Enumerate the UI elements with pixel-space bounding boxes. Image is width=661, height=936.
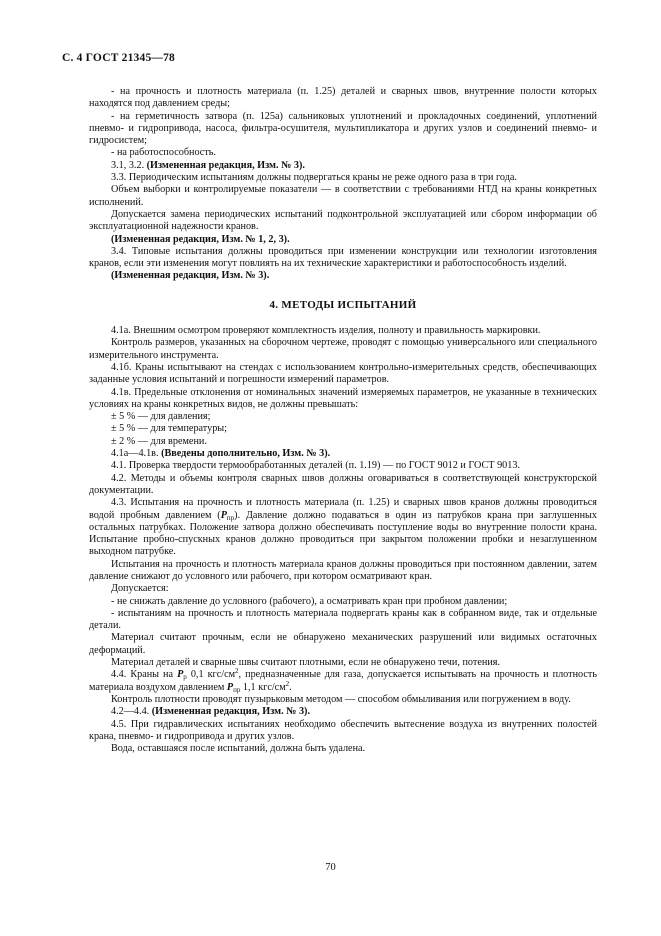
text-run: , предназначенные для газа, допускается испытывать на прочность и плотность материала воздухом давлением <box>89 669 597 693</box>
paragraph: Испытания на прочность и плотность материала кранов должны проводиться при постоянном давлении, затем давление снижают до условного или рабочего, при котором осматривают кран. <box>89 558 597 582</box>
paragraph: Допускается замена периодических испытаний подконтрольной эксплуатацией или сбором информации об эксплуатационной надежности кранов. <box>89 208 597 233</box>
text-run: 4.4. Краны на <box>111 669 178 681</box>
paragraph <box>89 160 597 172</box>
paragraph <box>89 497 597 558</box>
amendment-note: (Измененная редакция, Изм. № 3). <box>146 159 305 171</box>
paragraph: 3.4. Типовые испытания должны проводиться при изменении конструкции или технологии изготовления кранов, если эти изменения могут повлиять на их технические характеристики и работоспособность изделий. <box>89 245 597 270</box>
symbol-p: P <box>226 681 234 693</box>
paragraph: Объем выборки и контролируемые показатели — в соответствии с требованиями НТД на краны конкретных исполнений. <box>89 184 597 208</box>
paragraph: Контроль плотности проводят пузырьковым методом — способом обмыливания или погружением в воду. <box>111 693 571 705</box>
list-item: ± 5 % — для давления; <box>111 411 211 423</box>
subscript: р <box>183 673 187 682</box>
paragraph: 4.1а. Внешним осмотром проверяют комплектность изделия, полноту и правильность маркировки. <box>111 325 541 337</box>
amendment-note: (Измененная редакция, Изм. № 1, 2, 3). <box>111 233 290 245</box>
superscript: 2 <box>235 667 239 676</box>
clause-ref: 3.1, 3.2. <box>111 159 145 171</box>
paragraph: - испытаниям на прочность и плотность материала подвергать краны как в собранном виде, так и отдельные детали. <box>89 607 597 632</box>
text-run: ). Давление должно подаваться в один из патрубков крана при заглушенных остальных патрубках. Положение затвора должно обеспечивать поступление воды во внутренние полости крана. Испытание пробно-спускных кранов должно проводиться при закрытом положении пробки и незаглушенном выходном патрубке. <box>89 509 597 558</box>
list-item: ± 5 % — для температуры; <box>111 423 227 435</box>
subscript: пр <box>233 685 241 694</box>
amendment-note: (Измененная редакция, Изм. № 3). <box>151 706 310 718</box>
paragraph: - на работоспособность. <box>111 147 216 159</box>
paragraph <box>89 448 597 460</box>
paragraph <box>89 669 597 694</box>
list-item: ± 2 % — для времени. <box>111 435 207 447</box>
paragraph: Допускается: <box>111 583 169 595</box>
symbol-p: P <box>220 509 227 521</box>
page-header: С. 4 ГОСТ 21345—78 <box>62 52 175 64</box>
paragraph: - на герметичность затвора (п. 125а) сальниковых уплотнений и прокладочных соединений, уплотнений пневмо- и гидропривода, насоса, фильтра-осушителя, мультипликатора и других узлов и соединений пневмо- и гидросистем; <box>89 110 597 147</box>
paragraph: Материал считают прочным, если не обнаружено механических разрушений или видимых остаточных деформаций. <box>89 632 597 656</box>
paragraph: 4.1. Проверка твердости термообработанных деталей (п. 1.19) — по ГОСТ 9012 и ГОСТ 9013. <box>111 460 521 472</box>
page-number: 70 <box>325 862 336 873</box>
paragraph: - не снижать давление до условного (рабочего), а осматривать кран при пробном давлении; <box>111 595 508 607</box>
paragraph: Материал деталей и сварные швы считают плотными, если не обнаружено течи, потения. <box>111 657 500 669</box>
paragraph: 4.5. При гидравлических испытаниях необходимо обеспечить вытеснение воздуха из внутренних полостей крана, пневмо- и гидропривода и других узлов. <box>89 718 597 742</box>
superscript: 2 <box>285 679 290 688</box>
symbol-p: P <box>177 669 184 681</box>
paragraph: - на прочность и плотность материала (п. 1.25) деталей и сварных швов, внутренние полости которых находятся под давлением среды; <box>89 86 597 110</box>
text-run: 4.3. Испытания на прочность и плотность материала (п. 1.25) и сварных швов кранов должны проводиться водой пробным давлением ( <box>89 497 597 521</box>
paragraph: 4.2. Методы и объемы контроля сварных швов должны оговариваться в соответствующей конструкторской документации. <box>89 472 597 496</box>
text-run: . <box>289 681 292 693</box>
paragraph: Контроль размеров, указанных на сборочном чертеже, проводят с помощью универсального или специального измерительного инструмента. <box>89 337 597 361</box>
paragraph: 4.1б. Краны испытывают на стендах с использованием контрольно-измерительных средств, обеспечивающих заданные условия испытаний и погрешности измерений параметров. <box>89 361 597 386</box>
clause-ref: 4.1а—4.1в. <box>111 448 159 460</box>
text-run: 0,1 кгс/см <box>186 669 236 681</box>
text-run: 1,1 кгс/см <box>240 681 286 693</box>
amendment-note: (Введены дополнительно, Изм. № 3). <box>161 448 331 460</box>
paragraph: 3.3. Периодическим испытаниям должны подвергаться краны не реже одного раза в три года. <box>111 172 517 184</box>
amendment-note: (Измененная редакция, Изм. № 3). <box>111 270 270 282</box>
paragraph <box>89 706 597 718</box>
paragraph: Вода, оставшаяся после испытаний, должна быть удалена. <box>111 743 366 755</box>
paragraph: 4.1в. Предельные отклонения от номинальных значений измеряемых параметров, не указанные в технических условиях на краны конкретных видов, не должны превышать: <box>89 386 597 410</box>
clause-ref: 4.2—4.4. <box>111 706 150 718</box>
subscript: пр <box>226 513 235 522</box>
section-title: 4. МЕТОДЫ ИСПЫТАНИЙ <box>269 298 417 311</box>
document-body <box>89 86 597 755</box>
